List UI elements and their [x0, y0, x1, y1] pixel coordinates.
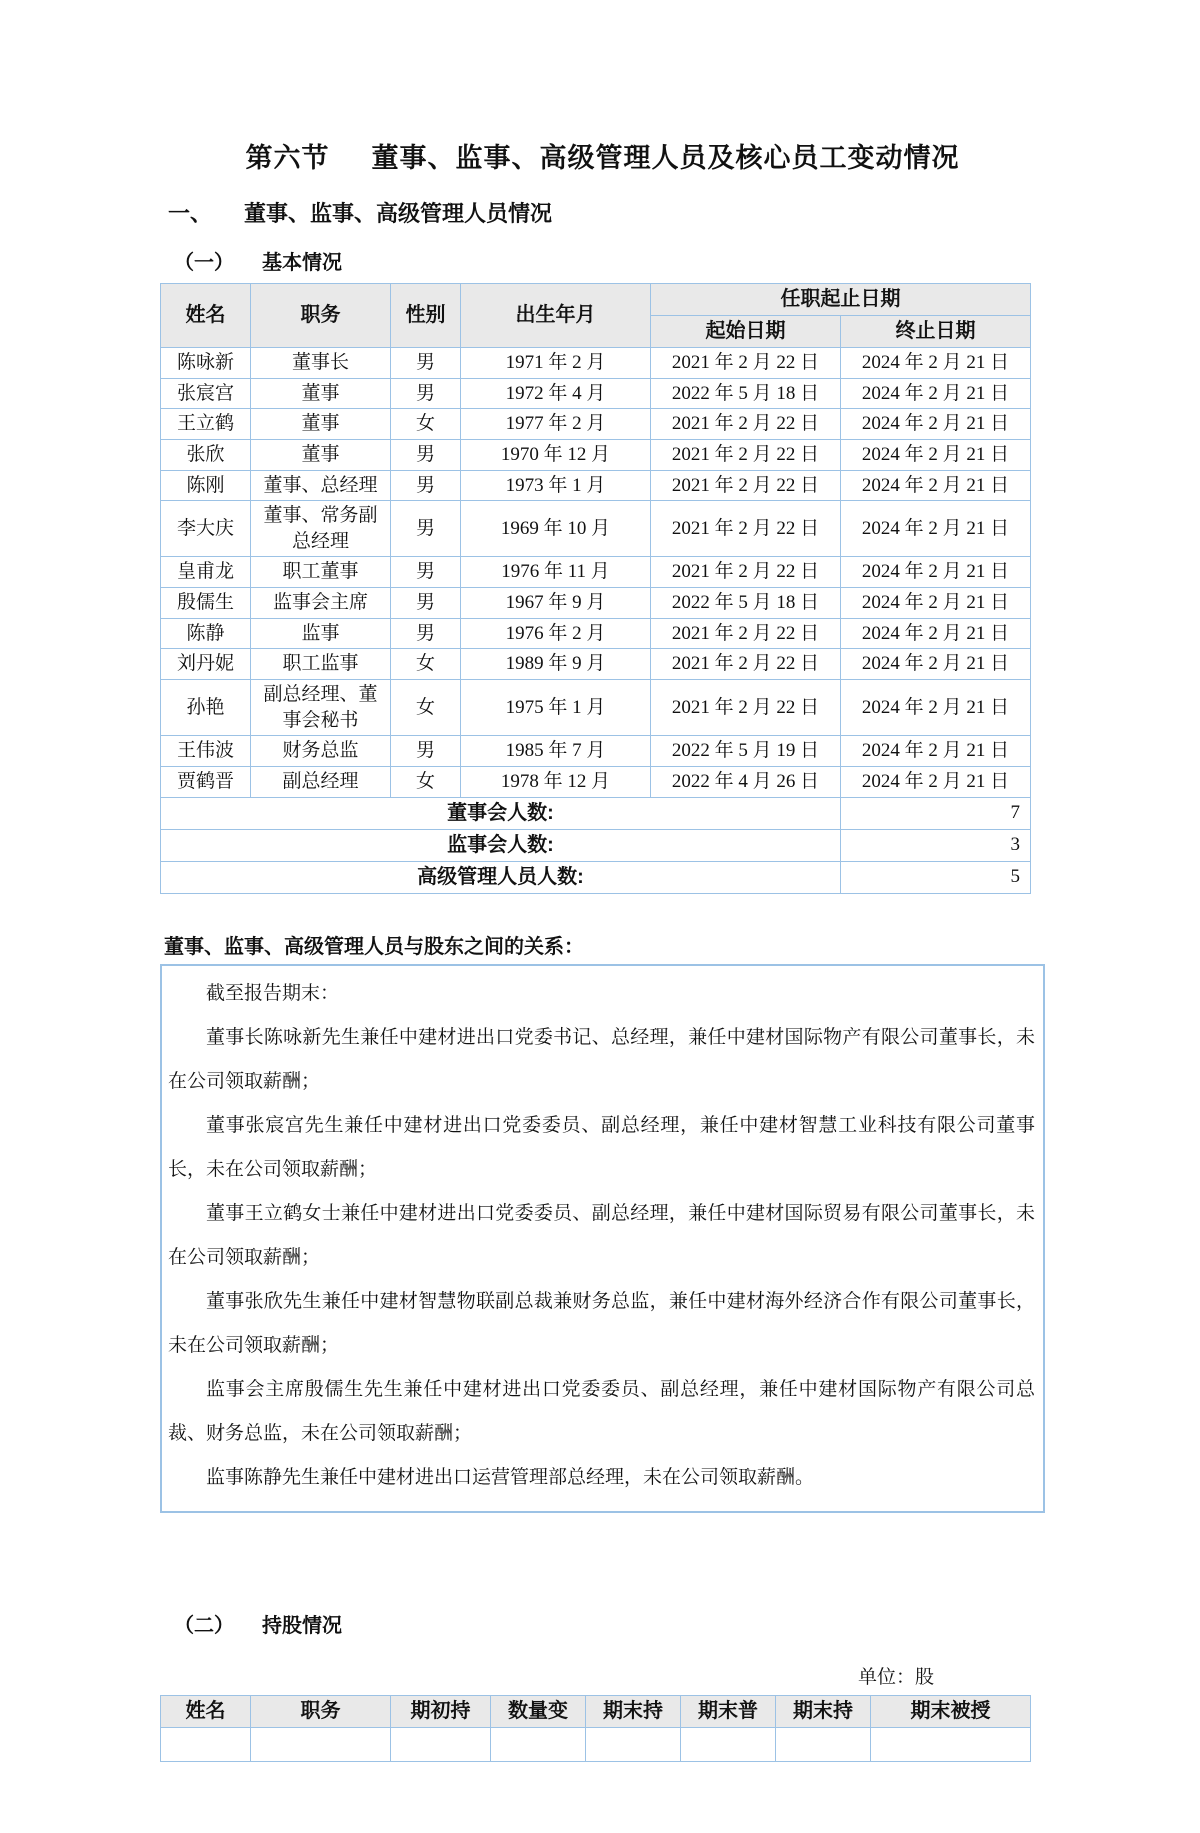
cell-start-date: 2022 年 5 月 18 日 [651, 588, 841, 619]
cell-start-date: 2021 年 2 月 22 日 [651, 409, 841, 440]
column-header-end-date: 终止日期 [841, 316, 1031, 348]
empty-cell [391, 1727, 491, 1761]
cell-gender: 男 [391, 348, 461, 379]
cell-birth: 1976 年 2 月 [461, 618, 651, 649]
subsection-holding-number: （二） [174, 1614, 234, 1637]
cell-birth: 1985 年 7 月 [461, 736, 651, 767]
table-row [161, 766, 1031, 797]
summary-row [161, 797, 1031, 829]
cell-gender: 男 [391, 501, 461, 557]
cell-title: 副总经理、董事会秘书 [251, 680, 391, 736]
cell-start-date: 2021 年 2 月 22 日 [651, 557, 841, 588]
cell-name: 李大庆 [161, 501, 251, 557]
empty-cell [586, 1727, 681, 1761]
summary-label: 董事会人数: [161, 797, 841, 829]
table-row [161, 378, 1031, 409]
cell-birth: 1967 年 9 月 [461, 588, 651, 619]
cell-title: 董事、常务副总经理 [251, 501, 391, 557]
cell-name: 殷儒生 [161, 588, 251, 619]
cell-title: 监事 [251, 618, 391, 649]
cell-start-date: 2021 年 2 月 22 日 [651, 439, 841, 470]
cell-gender: 男 [391, 618, 461, 649]
cell-start-date: 2022 年 5 月 19 日 [651, 736, 841, 767]
cell-birth: 1978 年 12 月 [461, 766, 651, 797]
column-header-start-date: 起始日期 [651, 316, 841, 348]
table-row [161, 588, 1031, 619]
subsection-holding-title: 持股情况 [262, 1614, 342, 1637]
cell-title: 董事 [251, 439, 391, 470]
cell-title: 董事长 [251, 348, 391, 379]
cell-end-date: 2024 年 2 月 21 日 [841, 680, 1031, 736]
cell-name: 陈静 [161, 618, 251, 649]
shareholding-table [160, 1695, 1031, 1762]
summary-value: 7 [841, 797, 1031, 829]
summary-label: 高级管理人员人数: [161, 861, 841, 893]
basic-info-table-body [161, 348, 1031, 798]
relations-text-box [160, 964, 1045, 1513]
table-row [161, 649, 1031, 680]
cell-start-date: 2021 年 2 月 22 日 [651, 649, 841, 680]
cell-name: 陈刚 [161, 470, 251, 501]
summary-value: 5 [841, 861, 1031, 893]
column-header-birth: 出生年月 [461, 284, 651, 348]
cell-end-date: 2024 年 2 月 21 日 [841, 378, 1031, 409]
cell-end-date: 2024 年 2 月 21 日 [841, 501, 1031, 557]
column-header-title: 职务 [251, 284, 391, 348]
relations-paragraph: 监事陈静先生兼任中建材进出口运营管理部总经理，未在公司领取薪酬。 [206, 1467, 815, 1489]
cell-name: 皇甫龙 [161, 557, 251, 588]
unit-label: 单位：股 [857, 1666, 934, 1688]
cell-gender: 女 [391, 409, 461, 440]
table-row [161, 736, 1031, 767]
cell-gender: 男 [391, 736, 461, 767]
empty-cell [251, 1727, 391, 1761]
page-content [160, 136, 1045, 1762]
cell-gender: 男 [391, 439, 461, 470]
cell-name: 陈咏新 [161, 348, 251, 379]
empty-cell [776, 1727, 871, 1761]
cell-gender: 男 [391, 470, 461, 501]
cell-name: 张欣 [161, 439, 251, 470]
cell-gender: 男 [391, 557, 461, 588]
shareholding-table-body [161, 1727, 1031, 1761]
section-heading [168, 197, 1045, 228]
cell-end-date: 2024 年 2 月 21 日 [841, 649, 1031, 680]
cell-start-date: 2021 年 2 月 22 日 [651, 618, 841, 649]
empty-cell [871, 1727, 1031, 1761]
page-title [160, 136, 1045, 175]
cell-birth: 1989 年 9 月 [461, 649, 651, 680]
cell-birth: 1973 年 1 月 [461, 470, 651, 501]
shareholding-column-header: 职务 [251, 1695, 391, 1727]
cell-start-date: 2021 年 2 月 22 日 [651, 680, 841, 736]
cell-title: 董事 [251, 409, 391, 440]
cell-birth: 1976 年 11 月 [461, 557, 651, 588]
cell-end-date: 2024 年 2 月 21 日 [841, 470, 1031, 501]
cell-end-date: 2024 年 2 月 21 日 [841, 766, 1031, 797]
summary-value: 3 [841, 829, 1031, 861]
subsection-holding-heading [174, 1609, 1045, 1638]
subsection-basic-heading [174, 246, 1045, 275]
cell-name: 王立鹤 [161, 409, 251, 440]
table-row [161, 439, 1031, 470]
cell-name: 王伟波 [161, 736, 251, 767]
cell-name: 刘丹妮 [161, 649, 251, 680]
cell-title: 职工董事 [251, 557, 391, 588]
cell-end-date: 2024 年 2 月 21 日 [841, 348, 1031, 379]
relations-paragraph: 董事王立鹤女士兼任中建材进出口党委委员、副总经理，兼任中建材国际贸易有限公司董事长，未在公司领取薪酬； [168, 1203, 1035, 1269]
shareholding-column-header: 期末持 [586, 1695, 681, 1727]
summary-label: 监事会人数: [161, 829, 841, 861]
table-row [161, 409, 1031, 440]
cell-name: 张宸宫 [161, 378, 251, 409]
table-row [161, 348, 1031, 379]
cell-end-date: 2024 年 2 月 21 日 [841, 618, 1031, 649]
cell-title: 董事 [251, 378, 391, 409]
cell-end-date: 2024 年 2 月 21 日 [841, 439, 1031, 470]
table-row [161, 557, 1031, 588]
chapter-label: 第六节 [245, 143, 330, 173]
table-row [161, 470, 1031, 501]
shareholding-column-header: 期末持 [776, 1695, 871, 1727]
summary-row [161, 829, 1031, 861]
shareholding-table-header [161, 1695, 1031, 1727]
relations-heading: 董事、监事、高级管理人员与股东之间的关系： [164, 935, 584, 958]
cell-title: 职工监事 [251, 649, 391, 680]
column-header-name: 姓名 [161, 284, 251, 348]
cell-gender: 男 [391, 588, 461, 619]
table-row [161, 680, 1031, 736]
cell-start-date: 2022 年 4 月 26 日 [651, 766, 841, 797]
cell-title: 副总经理 [251, 766, 391, 797]
shareholding-column-header: 姓名 [161, 1695, 251, 1727]
cell-birth: 1971 年 2 月 [461, 348, 651, 379]
cell-birth: 1972 年 4 月 [461, 378, 651, 409]
summary-row [161, 861, 1031, 893]
relations-paragraph: 截至报告期末： [206, 982, 340, 1004]
shareholding-column-header: 期初持 [391, 1695, 491, 1727]
basic-info-table-summary [161, 797, 1031, 893]
cell-title: 财务总监 [251, 736, 391, 767]
cell-title: 监事会主席 [251, 588, 391, 619]
relations-paragraph: 董事张欣先生兼任中建材智慧物联副总裁兼财务总监，兼任中建材海外经济合作有限公司董事长，未在公司领取薪酬； [168, 1291, 1035, 1357]
table-row [161, 618, 1031, 649]
cell-gender: 女 [391, 680, 461, 736]
cell-birth: 1969 年 10 月 [461, 501, 651, 557]
column-header-gender: 性别 [391, 284, 461, 348]
cell-name: 贾鹤晋 [161, 766, 251, 797]
shareholding-column-header: 期末普 [681, 1695, 776, 1727]
document-page [0, 136, 1200, 1833]
shareholding-column-header: 期末被授 [871, 1695, 1031, 1727]
subsection-basic-number: （一） [174, 252, 234, 274]
chapter-title: 董事、监事、高级管理人员及核心员工变动情况 [371, 143, 960, 173]
cell-gender: 女 [391, 766, 461, 797]
cell-birth: 1977 年 2 月 [461, 409, 651, 440]
cell-end-date: 2024 年 2 月 21 日 [841, 588, 1031, 619]
basic-info-table [160, 283, 1031, 894]
cell-start-date: 2021 年 2 月 22 日 [651, 501, 841, 557]
shareholding-column-header: 数量变 [491, 1695, 586, 1727]
section-number: 一、 [168, 201, 213, 226]
subsection-basic-title: 基本情况 [262, 252, 342, 274]
cell-gender: 男 [391, 378, 461, 409]
cell-name: 孙艳 [161, 680, 251, 736]
table-row [161, 501, 1031, 557]
column-header-tenure: 任职起止日期 [651, 284, 1031, 316]
empty-cell [681, 1727, 776, 1761]
cell-birth: 1970 年 12 月 [461, 439, 651, 470]
relations-paragraph: 董事长陈咏新先生兼任中建材进出口党委书记、总经理，兼任中建材国际物产有限公司董事长，未在公司领取薪酬； [168, 1026, 1035, 1092]
relations-paragraph: 监事会主席殷儒生先生兼任中建材进出口党委委员、副总经理，兼任中建材国际物产有限公司总裁、财务总监，未在公司领取薪酬； [168, 1379, 1035, 1445]
empty-cell [491, 1727, 586, 1761]
relations-paragraph: 董事张宸宫先生兼任中建材进出口党委委员、副总经理，兼任中建材智慧工业科技有限公司董事长，未在公司领取薪酬； [168, 1114, 1035, 1180]
table-row [161, 1727, 1031, 1761]
cell-start-date: 2021 年 2 月 22 日 [651, 470, 841, 501]
cell-end-date: 2024 年 2 月 21 日 [841, 557, 1031, 588]
cell-start-date: 2021 年 2 月 22 日 [651, 348, 841, 379]
section-title: 董事、监事、高级管理人员情况 [244, 201, 553, 226]
cell-end-date: 2024 年 2 月 21 日 [841, 409, 1031, 440]
cell-gender: 女 [391, 649, 461, 680]
cell-birth: 1975 年 1 月 [461, 680, 651, 736]
cell-end-date: 2024 年 2 月 21 日 [841, 736, 1031, 767]
cell-start-date: 2022 年 5 月 18 日 [651, 378, 841, 409]
empty-cell [161, 1727, 251, 1761]
basic-info-table-header [161, 284, 1031, 348]
cell-title: 董事、总经理 [251, 470, 391, 501]
